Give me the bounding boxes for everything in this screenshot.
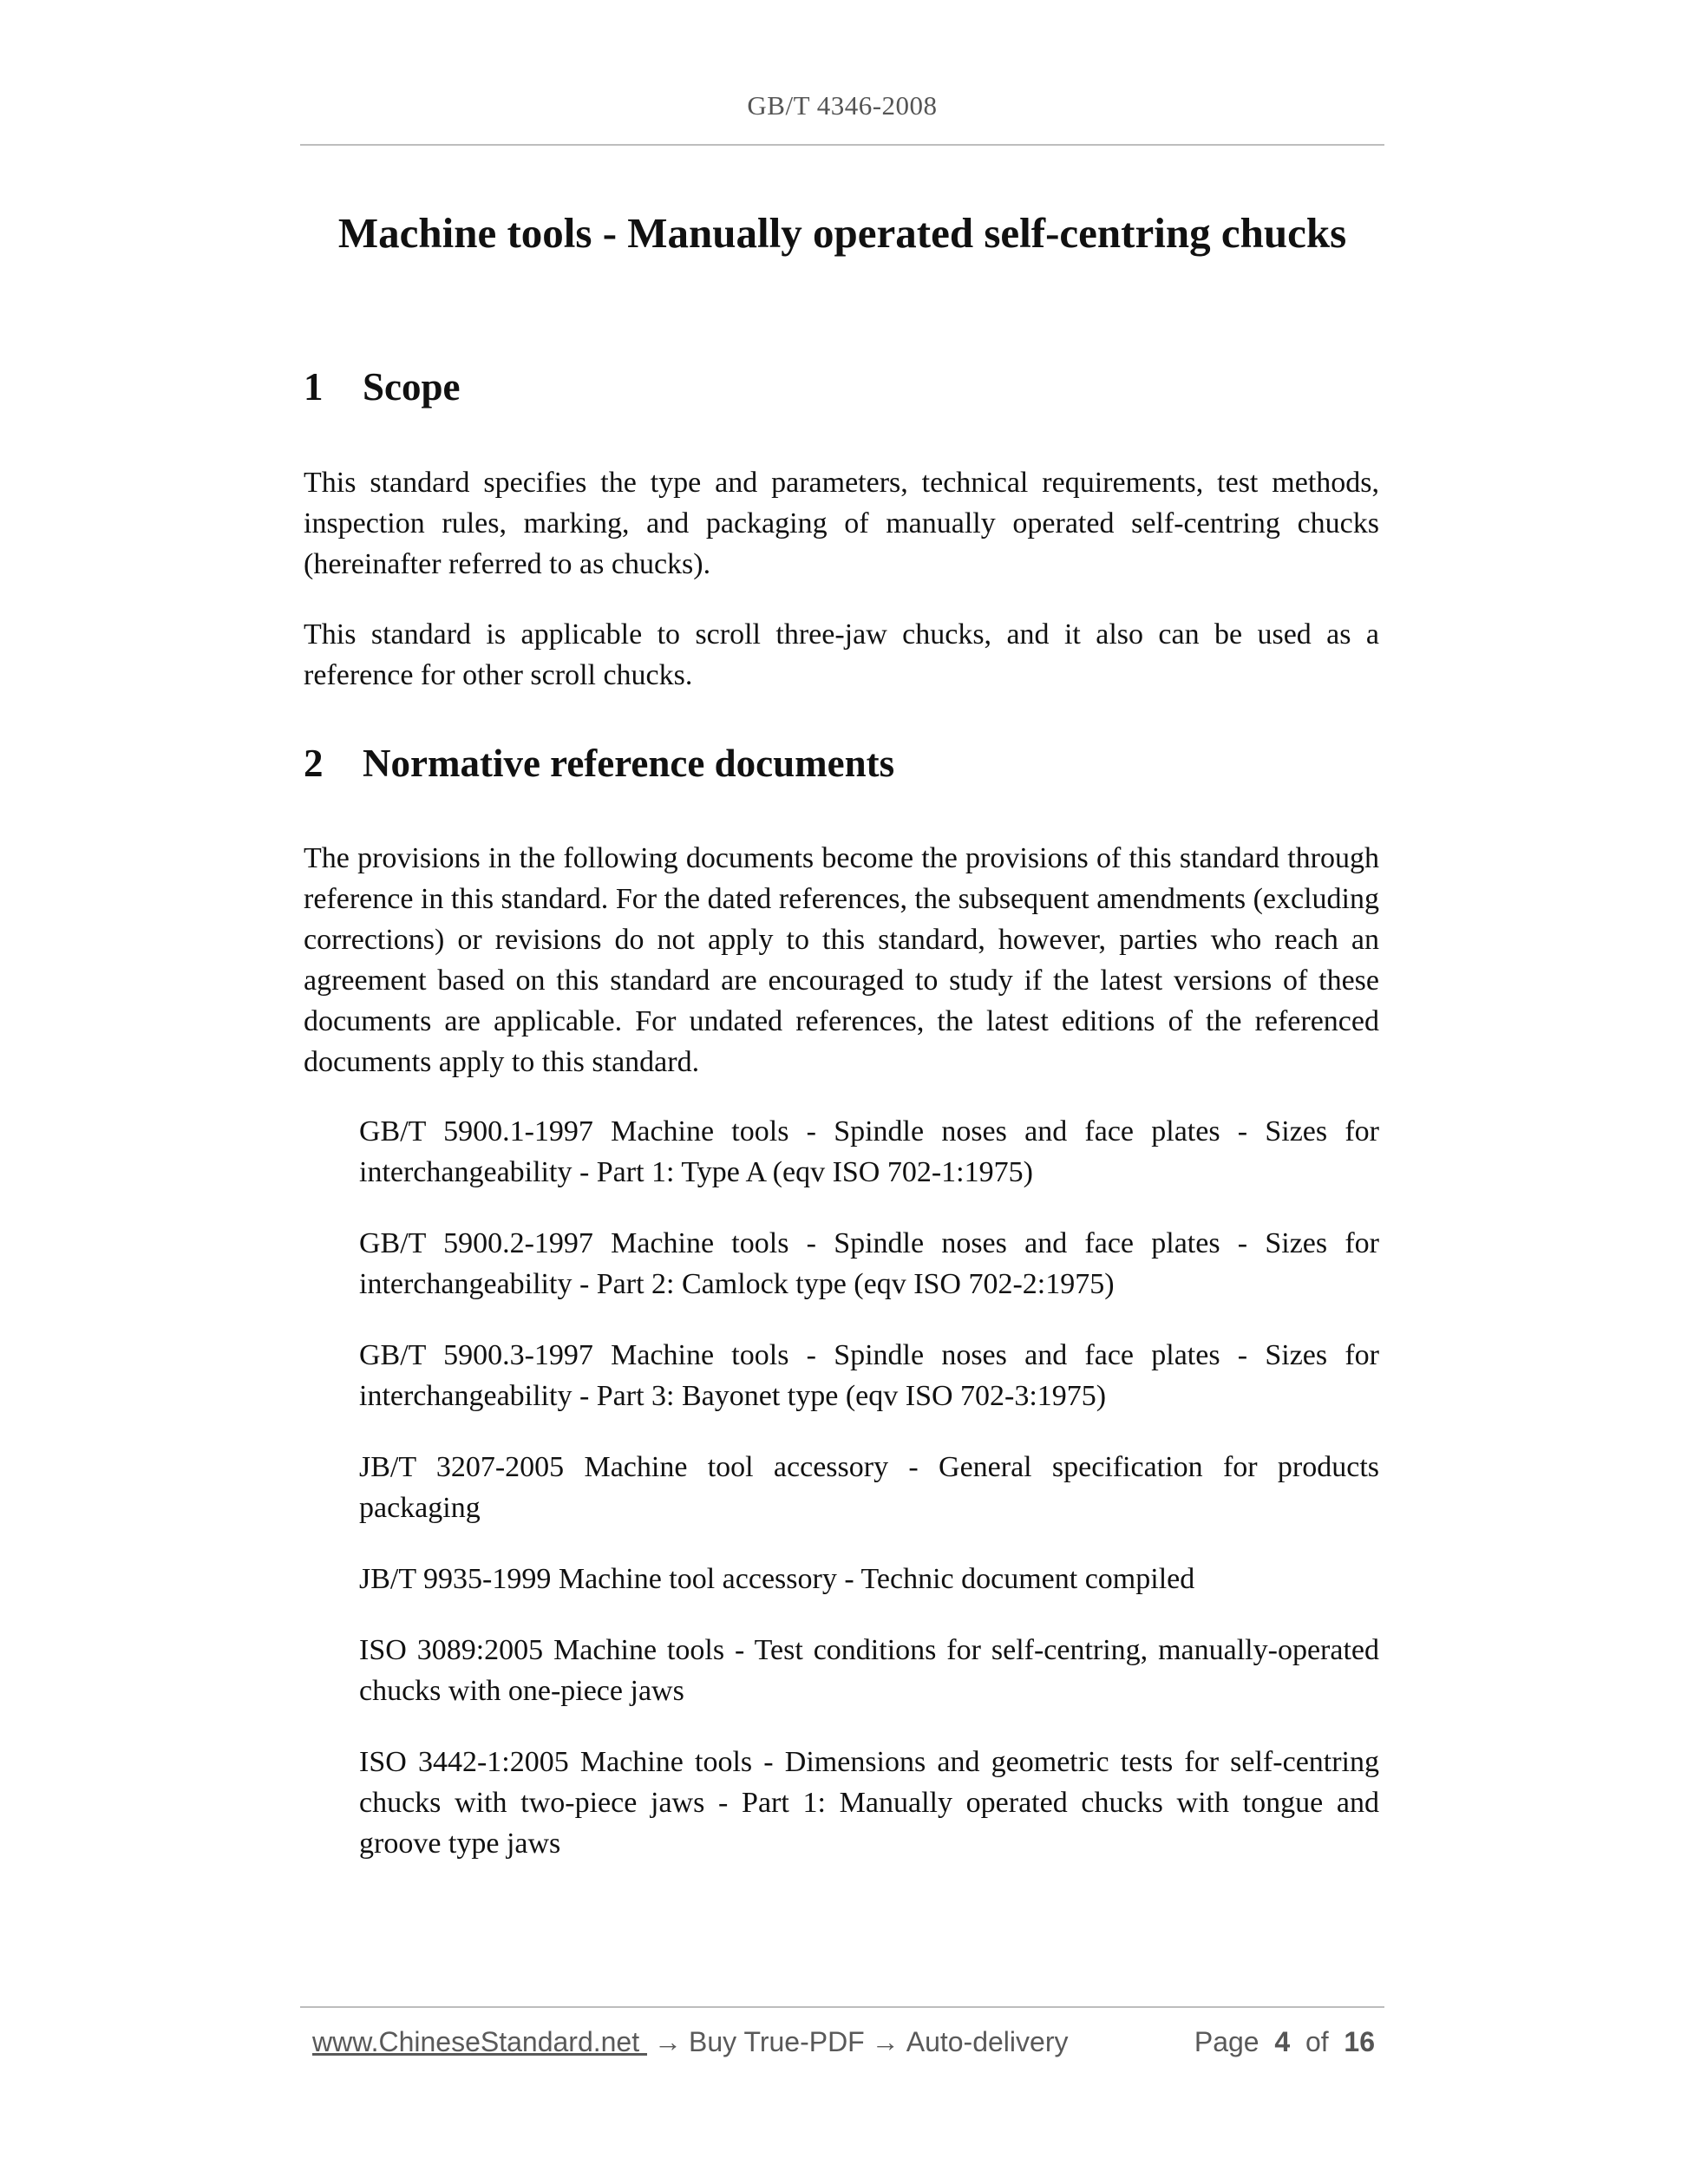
page-header-standard-code: GB/T 4346-2008 xyxy=(747,90,938,121)
page-label: Page xyxy=(1194,2026,1259,2057)
section-2-number: 2 xyxy=(304,742,324,785)
normative-intro-paragraph: The provisions in the following documents become the provisions of this standard through reference in this standard. For the dated references, the subsequent amendments (excluding corrections) or revisions do not apply to this standard, however, parties who reach an agreement based on this standard are encouraged to study if the latest versions of these documents are applicable. For undated references, the latest editions of the referenced documents apply to this standard. xyxy=(304,842,1379,1078)
reference-item: GB/T 5900.3-1997 Machine tools - Spindle noses and face plates - Sizes for interchangeability - Part 3: Bayonet type (eqv ISO 702-3:1975) xyxy=(359,1339,1379,1412)
document-title: Machine tools - Manually operated self-centring chucks xyxy=(337,209,1347,257)
reference-item: JB/T 3207-2005 Machine tool accessory - General specification for products packaging xyxy=(359,1451,1379,1524)
reference-item: ISO 3442-1:2005 Machine tools - Dimensions and geometric tests for self-centring chucks with two-piece jaws - Part 1: Manually operated chucks with tongue and groove type jaws xyxy=(359,1746,1379,1860)
page-of-label: of xyxy=(1305,2026,1329,2057)
buy-true-pdf-text: Buy True-PDF xyxy=(689,2026,865,2057)
total-page-count: 16 xyxy=(1344,2026,1375,2057)
footer-divider xyxy=(300,2006,1384,2008)
arrow-right-icon: → xyxy=(871,2026,900,2057)
reference-item: GB/T 5900.2-1997 Machine tools - Spindle noses and face plates - Sizes for interchangeability - Part 2: Camlock type (eqv ISO 702-2:1975) xyxy=(359,1227,1379,1300)
website-link[interactable]: www.ChineseStandard.net xyxy=(312,2026,647,2057)
scope-paragraph-1: This standard specifies the type and parameters, technical requirements, test methods, inspection rules, marking, and packaging of manually operated self-centring chucks (hereinafter referred to as chucks). xyxy=(304,467,1379,580)
auto-delivery-text: Auto-delivery xyxy=(906,2026,1069,2057)
page-number-indicator xyxy=(1194,2026,1375,2058)
page-footer xyxy=(312,2026,1375,2058)
header-divider xyxy=(300,144,1384,146)
reference-item: GB/T 5900.1-1997 Machine tools - Spindle noses and face plates - Sizes for interchangeability - Part 1: Type A (eqv ISO 702-1:1975) xyxy=(359,1115,1379,1188)
section-2-title: Normative reference documents xyxy=(363,742,895,785)
reference-item: ISO 3089:2005 Machine tools - Test conditions for self-centring, manually-operated chucks with one-piece jaws xyxy=(359,1634,1379,1707)
section-1-number: 1 xyxy=(304,365,324,409)
arrow-right-icon: → xyxy=(654,2026,682,2057)
reference-item: JB/T 9935-1999 Machine tool accessory - Technic document compiled xyxy=(359,1563,1195,1595)
scope-paragraph-2: This standard is applicable to scroll three-jaw chucks, and it also can be used as a reference for other scroll chucks. xyxy=(304,618,1379,691)
section-1-heading xyxy=(304,364,461,409)
current-page-number: 4 xyxy=(1274,2026,1291,2057)
section-1-title: Scope xyxy=(363,365,461,409)
section-2-heading xyxy=(304,741,894,786)
